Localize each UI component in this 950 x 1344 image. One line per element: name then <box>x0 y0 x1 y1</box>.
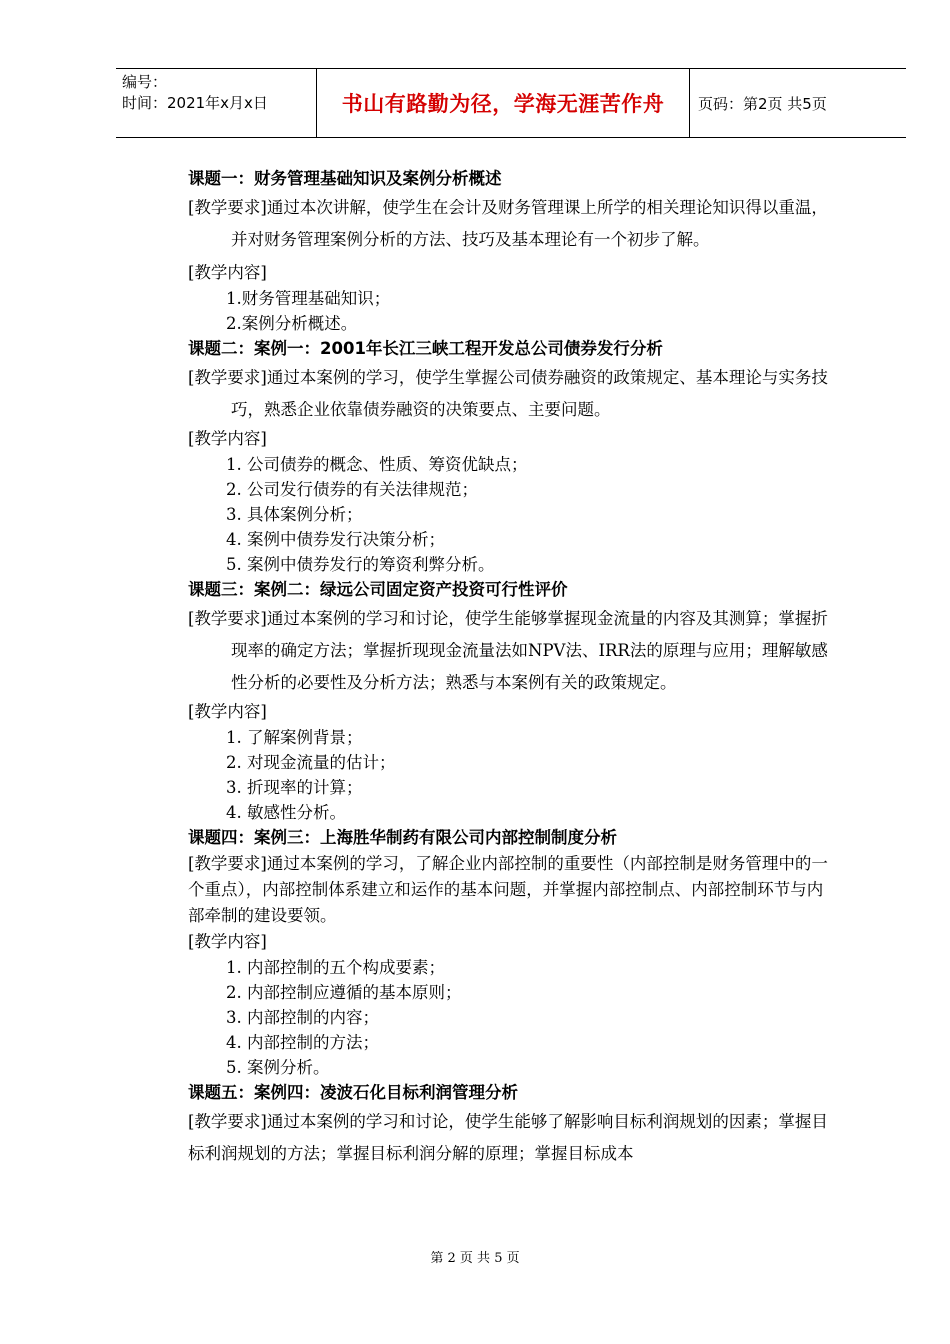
list-item: 3. 内部控制的内容； <box>226 1008 379 1027</box>
content-label: [教学内容] <box>188 263 267 282</box>
topic-title: 课题一：财务管理基础知识及案例分析概述 <box>188 169 502 188</box>
page-label: 页码：第2页 共5页 <box>698 94 827 113</box>
list-item: 2. 公司发行债券的有关法律规范； <box>226 480 478 499</box>
topic-requirement: [教学要求]通过本案例的学习，了解企业内部控制的重要性（内部控制是财务管理中的一个重点），内部控制体系建立和运作的基本问题，并掌握内部控制点、内部控制环节与内部牵制的建设要领。 <box>188 854 828 925</box>
list-item: 1. 了解案例背景； <box>226 728 363 747</box>
list-item: 2. 内部控制应遵循的基本原则； <box>226 983 462 1002</box>
list-item: 4. 案例中债券发行决策分析； <box>226 530 445 549</box>
list-item: 1. 公司债券的概念、性质、筹资优缺点； <box>226 455 528 474</box>
header-motto-cell <box>316 69 690 137</box>
content-list <box>188 955 838 1080</box>
content-label: [教学内容] <box>188 932 267 951</box>
list-item: 1.财务管理基础知识； <box>226 289 391 308</box>
list-item: 4. 敏感性分析。 <box>226 803 346 822</box>
time-label: 时间：2021年x月x日 <box>122 94 268 112</box>
topic-requirement: [教学要求]通过本案例的学习和讨论，使学生能够掌握现金流量的内容及其测算；掌握折现率的确定方法；掌握折现现金流量法如NPV法、IRR法的原理与应用；理解敏感性分析的必要性及分析方法；熟悉与本案例有关的政策规定。 <box>188 609 828 692</box>
topic-requirement: [教学要求]通过本案例的学习和讨论，使学生能够了解影响目标利润规划的因素；掌握目标利润规划的方法；掌握目标利润分解的原理；掌握目标成本 <box>188 1112 828 1163</box>
topic-title: 课题五：案例四：凌波石化目标利润管理分析 <box>188 1083 518 1102</box>
page-header <box>116 68 906 138</box>
topic-title: 课题三：案例二：绿远公司固定资产投资可行性评价 <box>188 580 568 599</box>
list-item: 3. 折现率的计算； <box>226 778 363 797</box>
content-list <box>188 452 838 577</box>
list-item: 3. 具体案例分析； <box>226 505 363 524</box>
header-meta <box>116 69 316 137</box>
list-item: 5. 案例分析。 <box>226 1058 330 1077</box>
content-label: [教学内容] <box>188 429 267 448</box>
topic-requirement: [教学要求]通过本案例的学习，使学生掌握公司债券融资的政策规定、基本理论与实务技巧，熟悉企业依靠债券融资的决策要点、主要问题。 <box>188 368 828 419</box>
content-list <box>188 286 838 336</box>
list-item: 2.案例分析概述。 <box>226 314 358 333</box>
topic-requirement: [教学要求]通过本次讲解，使学生在会计及财务管理课上所学的相关理论知识得以重温，并对财务管理案例分析的方法、技巧及基本理论有一个初步了解。 <box>188 198 828 249</box>
topic-title: 课题四：案例三：上海胜华制药有限公司内部控制制度分析 <box>188 828 617 847</box>
motto: 书山有路勤为径，学海无涯苦作舟 <box>341 92 665 116</box>
document-body <box>188 166 838 1170</box>
list-item: 1. 内部控制的五个构成要素； <box>226 958 445 977</box>
number-label: 编号： <box>122 73 168 91</box>
content-list <box>188 725 838 825</box>
header-page-cell <box>690 69 906 137</box>
list-item: 5. 案例中债券发行的筹资利弊分析。 <box>226 555 495 574</box>
list-item: 2. 对现金流量的估计； <box>226 753 396 772</box>
page-footer: 第 2 页 共 5 页 <box>430 1251 520 1266</box>
topic-title: 课题二：案例一：2001年长江三峡工程开发总公司债券发行分析 <box>188 339 663 358</box>
content-label: [教学内容] <box>188 702 267 721</box>
list-item: 4. 内部控制的方法； <box>226 1033 379 1052</box>
